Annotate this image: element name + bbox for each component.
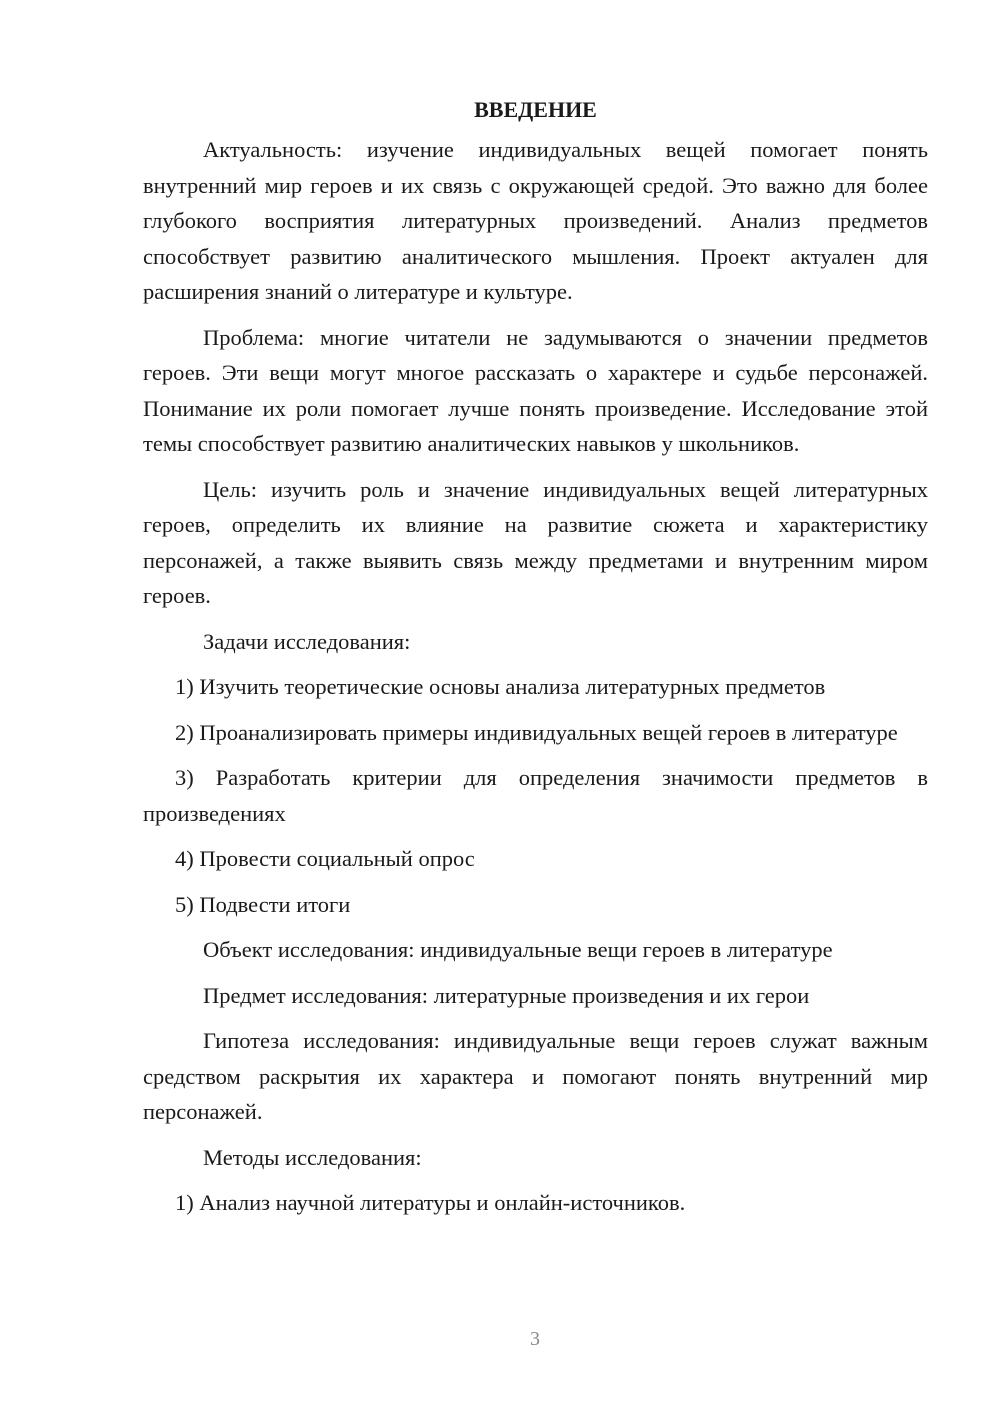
research-subject: Предмет исследования: литературные произведения и их герои: [203, 982, 810, 1008]
tasks-heading: Задачи исследования:: [203, 628, 411, 654]
task-item: 4) Провести социальный опрос: [175, 846, 475, 871]
task-item: 1) Изучить теоретические основы анализа литературных предметов: [175, 674, 826, 699]
page-number: 3: [530, 1328, 540, 1350]
problem-paragraph: Проблема: многие читатели не задумываются о значении предметов героев. Эти вещи могут многое рассказать о характере и судьбе персонажей. Понимание их роли помогает лучше понять произведение. Исследование этой темы способствует развитию аналитических навыков у школьников.: [143, 324, 928, 456]
method-item: 1) Анализ научной литературы и онлайн-источников.: [175, 1190, 686, 1215]
research-object: Объект исследования: индивидуальные вещи героев в литературе: [203, 937, 833, 962]
task-item: 2) Проанализировать примеры индивидуальных вещей героев в литературе: [175, 719, 898, 745]
document-page: [143, 92, 928, 1231]
section-title: ВВЕДЕНИЕ: [474, 97, 597, 122]
methods-heading: Методы исследования:: [203, 1144, 422, 1170]
relevance-paragraph: Актуальность: изучение индивидуальных вещей помогает понять внутренний мир героев и их связь с окружающей средой. Это важно для более глубокого восприятия литературных произведений. Анализ предметов способствует развитию аналитического мышления. Проект актуален для расширения знаний о литературе и культуре.: [143, 137, 928, 304]
task-item: 3) Разработать критерии для определения значимости предметов в произведениях: [143, 765, 928, 826]
task-item: 5) Подвести итоги: [175, 891, 351, 917]
hypothesis-paragraph: Гипотеза исследования: индивидуальные вещи героев служат важным средством раскрытия их характера и помогают понять внутренний мир персонажей.: [143, 1028, 928, 1124]
goal-paragraph: Цель: изучить роль и значение индивидуальных вещей литературных героев, определить их влияние на развитие сюжета и характеристику персонажей, а также выявить связь между предметами и внутренним миром героев.: [143, 476, 928, 608]
